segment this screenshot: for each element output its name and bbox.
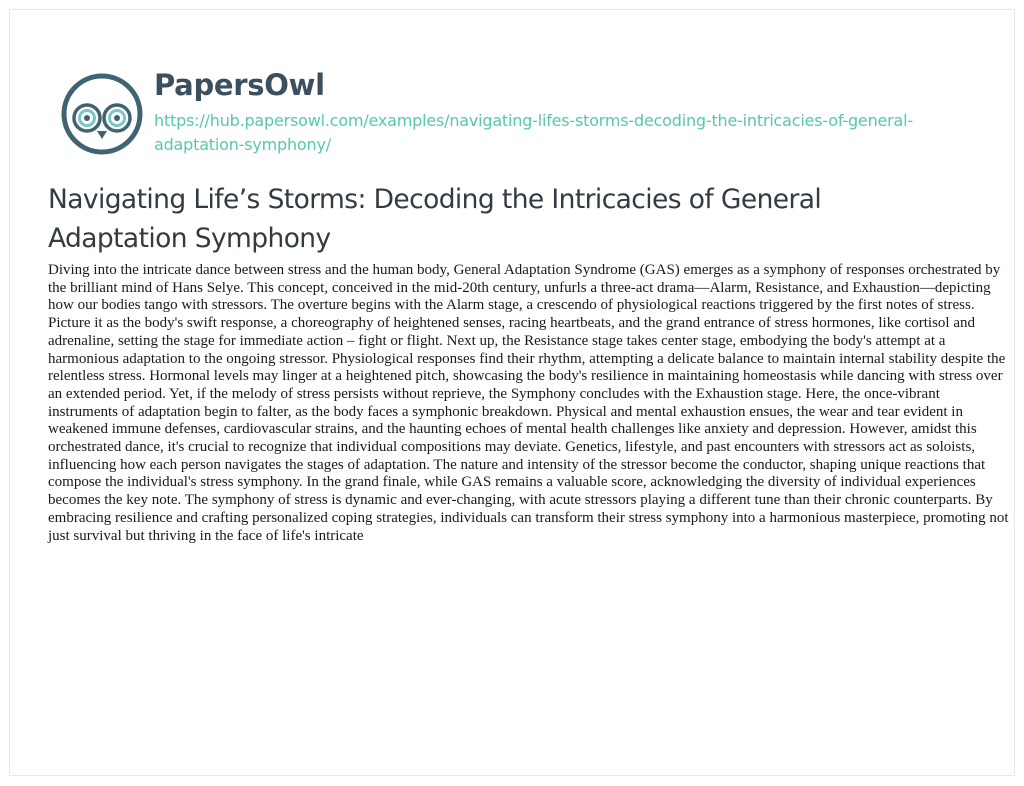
document-page <box>9 9 1015 776</box>
essay-body-text: Diving into the intricate dance between stress and the human body, General Adaptation Syndrome (GAS) emerges as a symphony of responses orchestrated by the brilliant mind of Hans Selye. This concept, conceived in the mid-20th century, unfurls a three-act drama—Alarm, Resistance, and Exhaustion—depicting how our bodies tango with stressors. The overture begins with the Alarm stage, a crescendo of physiological reactions triggered by the first notes of stress. Picture it as the body's swift response, a choreography of heightened senses, racing heartbeats, and the grand entrance of stress hormones, like cortisol and adrenaline, setting the stage for immediate action – fight or flight. Next up, the Resistance stage takes center stage, embodying the body's attempt at a harmonious adaptation to the ongoing stressor. Physiological responses find their rhythm, attempting a delicate balance to maintain internal stability despite the relentless stress. Hormonal levels may linger at a heightened pitch, showcasing the body's resilience in maintaining homeostasis while dancing with stress over an extended period. Yet, if the melody of stress persists without reprieve, the Symphony concludes with the Exhaustion stage. Here, the once-vibrant instruments of adaptation begin to falter, as the body faces a symphonic breakdown. Physical and mental exhaustion ensues, the wear and tear evident in weakened immune defenses, cardiovascular strains, and the haunting echoes of mental health challenges like anxiety and depression. However, amidst this orchestrated dance, it's crucial to recognize that individual compositions may deviate. Genetics, lifestyle, and past encounters with stressors act as soloists, influencing how each person navigates the stages of adaptation. The nature and intensity of the stressor become the conductor, shaping unique reactions that compose the individual's stress symphony. In the grand finale, while GAS remains a valuable score, acknowledging the diversity of individual experiences becomes the key note. The symphony of stress is dynamic and ever-changing, with acute stressors playing a different tune than their chronic counterparts. By embracing resilience and crafting personalized coping strategies, individuals can transform their stress symphony into a harmonious masterpiece, promoting not just survival but thriving in the face of life's intricate <box>48 262 1009 544</box>
source-url-link[interactable]: https://hub.papersowl.com/examples/navigating-lifes-storms-decoding-the-intricacies-of-general-adaptation-symphony/ <box>154 111 913 154</box>
owl-eyes-logo-icon <box>61 73 143 155</box>
essay-title: Navigating Life’s Storms: Decoding the Intricacies of General Adaptation Symphony <box>48 184 822 254</box>
brand-name: PapersOwl <box>154 68 325 102</box>
